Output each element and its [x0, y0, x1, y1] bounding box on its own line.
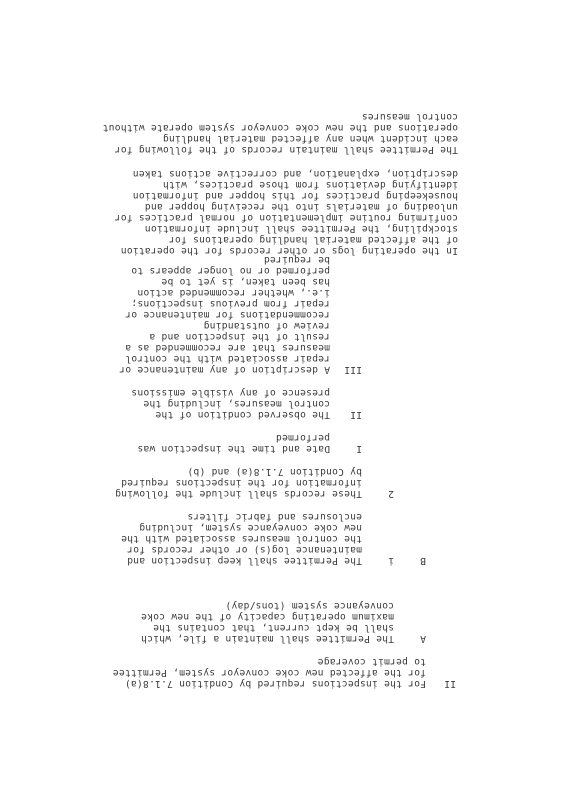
text-line: to permit coverage — [317, 656, 426, 667]
item-label: A — [419, 633, 426, 644]
item-label: 2 — [387, 488, 394, 499]
text-line: new coke conveyance system, including — [139, 522, 362, 533]
text-line: repair from previous inspections; — [131, 298, 330, 309]
text-line: the control measures associated with the — [120, 533, 362, 544]
text-line: The Permittee shall keep inspection and — [126, 555, 362, 566]
text-line: The observed condition of the — [155, 409, 330, 420]
text-line: measures that are recommended as a — [125, 342, 330, 353]
text-line: maintenance log(s) or other records for — [126, 544, 362, 555]
text-line: Date and time the inspection was — [137, 443, 330, 454]
text-line: identifying deviations from those practices, with — [162, 179, 458, 190]
text-line: performed or no longer appears to — [131, 265, 330, 276]
text-line: information for the inspections required — [120, 477, 362, 488]
text-line: The Permittee shall maintain a file, which — [140, 633, 394, 644]
text-line: maximum operating capacity of the new coke — [140, 611, 394, 622]
text-line: stockpiling, the Permittee shall include information — [144, 223, 458, 234]
text-line: unloading of materials into the receiving hopper and — [144, 201, 458, 212]
text-line: The Permittee shall maintain records of the following for — [114, 144, 458, 155]
text-line: of the affected material handling operations for — [168, 234, 458, 245]
text-line: presence of any visible emissions — [131, 387, 330, 398]
text-line: each incident when any affected material handling — [162, 133, 458, 144]
text-line: recommendations for maintenance or — [125, 309, 330, 320]
text-line: has been taken, is yet to be — [161, 276, 330, 287]
text-line: control measures — [361, 111, 458, 122]
text-line: A description of any maintenance or — [119, 364, 330, 375]
text-line: confirming routine implementation of normal practices for — [114, 212, 458, 223]
text-line: performed — [275, 432, 330, 443]
text-line: control measures, including the — [143, 398, 330, 409]
text-line: conveyance system (tons/day) — [225, 600, 394, 611]
text-line: For the inspections required by Condition 7.1.8(a) — [124, 678, 426, 689]
section-number: II — [443, 678, 456, 689]
item-label: III — [343, 364, 362, 375]
text-line: In the operating logs or other records for the operation — [120, 245, 458, 256]
item-label: I — [355, 443, 362, 454]
item-label: II — [349, 409, 362, 420]
text-line: description, explanation, and corrective actions taken — [132, 168, 458, 179]
text-line: operations and the new coke conveyor system operate without — [102, 122, 458, 133]
text-line: shall be kept current, that contains the — [152, 622, 394, 633]
item-label: B — [419, 555, 426, 566]
text-line: review of outstanding — [203, 320, 330, 331]
text-line: These records shall include the following — [114, 488, 362, 499]
text-line: result of the inspection and a — [149, 331, 330, 342]
text-line: housekeeping practices for this hopper and information — [132, 190, 458, 201]
item-subnumber: i — [387, 555, 394, 566]
text-line: i.e., whether recommended action — [137, 287, 330, 298]
text-line: repair associated with the control — [125, 353, 330, 364]
text-line: by Condition 7.1.8(a) and (b) — [187, 466, 362, 477]
text-line: enclosures and fabric filters — [187, 511, 362, 522]
text-line: be required — [263, 254, 330, 265]
text-line: for the affected new coke conveyor system, Permittee — [112, 667, 426, 678]
